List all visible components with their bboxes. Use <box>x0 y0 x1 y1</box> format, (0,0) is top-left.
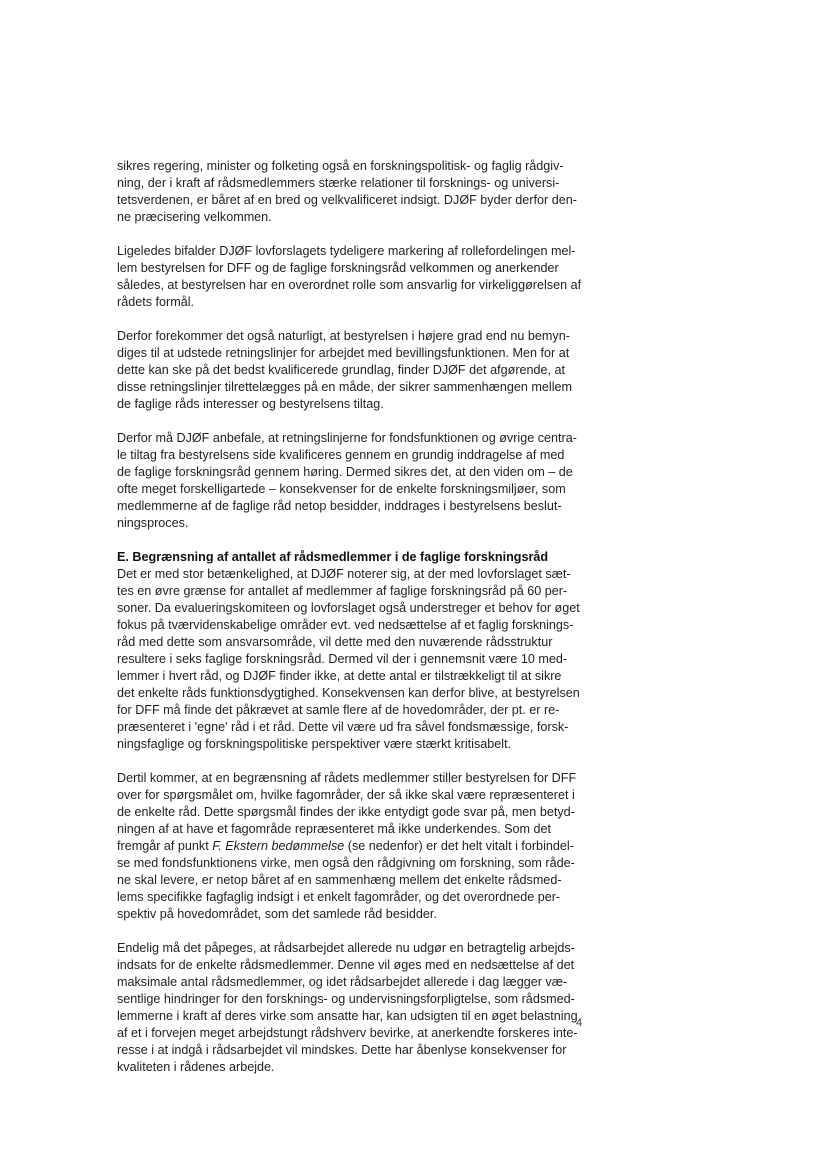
text-line: ning, der i kraft af rådsmedlemmers stærke relationer til forsknings- og universi- <box>117 176 560 190</box>
section-e <box>117 549 617 753</box>
text-line: Derfor forekommer det også naturligt, at bestyrelsen i højere grad end nu bemyn- <box>117 329 570 343</box>
text-line: dette kan ske på det bedst kvalificerede grundlag, finder DJØF det afgørende, at <box>117 363 566 377</box>
text-line: maksimale antal rådsmedlemmer, og idet rådsarbejdet allerede i dag lægger væ- <box>117 975 568 989</box>
text-line: tes en øvre grænse for antallet af medlemmer af faglige forskningsråd på 60 per- <box>117 584 568 598</box>
text-line: Endelig må det påpeges, at rådsarbejdet allerede nu udgør en betragtelig arbejds- <box>117 941 575 955</box>
text-line: Dertil kommer, at en begrænsning af rådets medlemmer stiller bestyrelsen for DFF <box>117 771 577 785</box>
text-line: diges til at udstede retningslinjer for arbejdet med bevillingsfunktionen. Men for at <box>117 346 570 360</box>
text-line: ningsproces. <box>117 516 189 530</box>
text-line: ne præcisering velkommen. <box>117 210 272 224</box>
text-line: ningen af at have et fagområde repræsenteret må ikke underkendes. Som det <box>117 822 552 836</box>
text-line: præsenteret i 'egne' råd i et råd. Dette vil være ud fra såvel fondsmæssige, forsk- <box>117 720 569 734</box>
text-line: lemmer i hvert råd, og DJØF finder ikke, at dette antal er tilstrækkeligt til at sikre <box>117 669 562 683</box>
text-line: de enkelte råd. Dette spørgsmål findes der ikke entydigt gode svar på, men betyd- <box>117 805 575 819</box>
text-line: kvaliteten i rådenes arbejde. <box>117 1060 275 1074</box>
paragraph-4 <box>117 430 617 532</box>
text-line-with-reference <box>117 838 617 855</box>
text-line: ofte meget forskelligartede – konsekvenser for de enkelte forskningsmiljøer, som <box>117 482 566 496</box>
section-reference: F. Ekstern bedømmelse <box>212 839 345 853</box>
text-line: rådets formål. <box>117 295 194 309</box>
text-line: sikres regering, minister og folketing også en forskningspolitisk- og faglig rådgiv- <box>117 159 564 173</box>
text-line: ningsfaglige og forskningspolitiske perspektiver være stærkt kritisabelt. <box>117 737 512 751</box>
text-line: medlemmerne af de faglige råd netop besidder, inddrages i bestyrelsens beslut- <box>117 499 562 513</box>
text-line: ne skal levere, er netop båret af en sammenhæng mellem det enkelte rådsmed- <box>117 873 562 887</box>
paragraph-6 <box>117 770 617 923</box>
paragraph-1 <box>117 158 617 226</box>
text-line: råd med dette som ansvarsområde, vil dette med den nuværende rådsstruktur <box>117 635 553 649</box>
page-number: 4 <box>576 1017 583 1029</box>
text-line: spektiv på hovedområdet, som det samlede råd besidder. <box>117 907 437 921</box>
section-heading: E. Begrænsning af antallet af rådsmedlemmer i de faglige forskningsråd <box>117 550 549 564</box>
text-line: indsats for de enkelte rådsmedlemmer. Denne vil øges med en nedsættelse af det <box>117 958 575 972</box>
text-line: soner. Da evalueringskomiteen og lovforslaget også understreger et behov for øget <box>117 601 580 615</box>
text-line: de faglige forskningsråd gennem høring. Dermed sikres det, at den viden om – de <box>117 465 573 479</box>
text-line: fokus på tværvidenskabelige områder evt. ved nedsættelse af et faglig forsknings- <box>117 618 574 632</box>
text-fragment: (se nedenfor) er det helt vitalt i forbindel- <box>344 839 574 853</box>
text-line: lemmerne i kraft af deres virke som ansatte har, kan udsigten til en øget belastning <box>117 1009 578 1023</box>
document-body <box>117 158 617 1093</box>
paragraph-3 <box>117 328 617 413</box>
text-line: disse retningslinjer tilrettelægges på en måde, der sikrer sammenhængen mellem <box>117 380 572 394</box>
text-line: for DFF må finde det påkrævet at samle flere af de hovedområder, der pt. er re- <box>117 703 560 717</box>
paragraph-2 <box>117 243 617 311</box>
text-line: resse i at indgå i rådsarbejdet vil mindskes. Dette har åbenlyse konsekvenser for <box>117 1043 567 1057</box>
text-line: Ligeledes bifalder DJØF lovforslagets tydeligere markering af rollefordelingen mel- <box>117 244 576 258</box>
text-line: det enkelte råds funktionsdygtighed. Konsekvensen kan derfor blive, at bestyrelsen <box>117 686 580 700</box>
text-line: lems specifikke fagfaglig indsigt i et enkelt fagområder, og det overordnede per- <box>117 890 561 904</box>
text-line: tetsverdenen, er båret af en bred og velkvalificeret indsigt. DJØF byder derfor den- <box>117 193 577 207</box>
text-line: således, at bestyrelsen har en overordnet rolle som ansvarlig for virkeliggørelsen af <box>117 278 582 292</box>
text-line: over for spørgsmålet om, hvilke fagområder, der så ikke skal være repræsenteret i <box>117 788 575 802</box>
text-line: de faglige råds interesser og bestyrelsens tiltag. <box>117 397 384 411</box>
text-fragment: fremgår af punkt <box>117 839 213 853</box>
text-line: sentlige hindringer for den forsknings- og undervisningsforpligtelse, som rådsmed- <box>117 992 575 1006</box>
text-line: Derfor må DJØF anbefale, at retningslinjerne for fondsfunktionen og øvrige centra- <box>117 431 577 445</box>
text-line: af et i forvejen meget arbejdstungt rådshverv bevirke, at anerkendte forskeres inte- <box>117 1026 578 1040</box>
paragraph-7 <box>117 940 617 1076</box>
text-line: se med fondsfunktionens virke, men også den rådgivning om forskning, som råde- <box>117 856 575 870</box>
text-line: le tiltag fra bestyrelsens side kvalificeres gennem en grundig inddragelse af med <box>117 448 565 462</box>
text-line: resultere i seks faglige forskningsråd. Dermed vil der i gennemsnit være 10 med- <box>117 652 568 666</box>
text-line: lem bestyrelsen for DFF og de faglige forskningsråd velkommen og anerkender <box>117 261 559 275</box>
text-line: Det er med stor betænkelighed, at DJØF noterer sig, at der med lovforslaget sæt- <box>117 567 571 581</box>
